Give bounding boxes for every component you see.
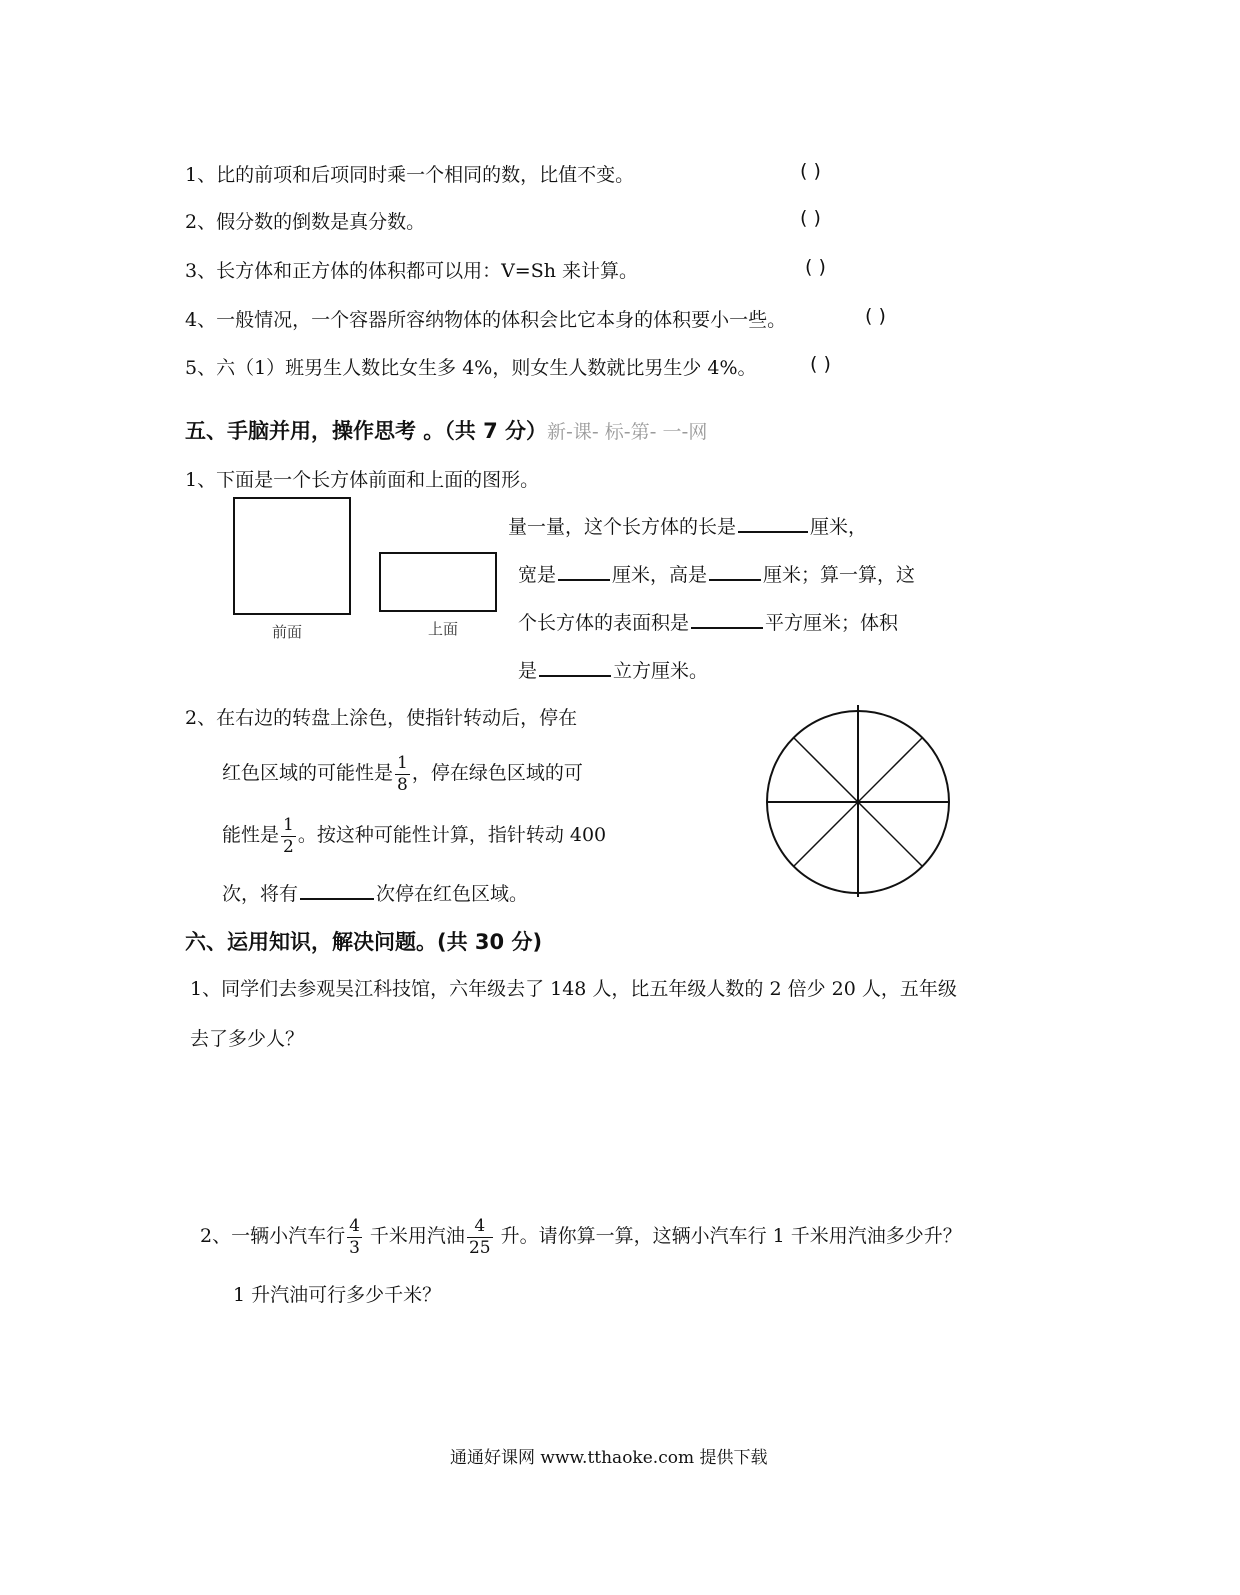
text: 平方厘米；体积 bbox=[765, 612, 899, 634]
section-5-heading bbox=[185, 415, 707, 445]
judge-item-1 bbox=[185, 160, 634, 187]
q6-2-line1 bbox=[200, 1208, 962, 1264]
q5-1-prompt: 1、下面是一个长方体前面和上面的图形。 bbox=[185, 469, 540, 491]
judge-item-5 bbox=[185, 353, 757, 380]
height-blank[interactable] bbox=[709, 560, 761, 581]
front-face-caption: 前面 bbox=[272, 623, 303, 641]
fraction-four-thirds bbox=[347, 1215, 362, 1258]
judge-item-3 bbox=[185, 256, 638, 283]
judge-item-2 bbox=[185, 207, 425, 234]
text: 个长方体的表面积是 bbox=[518, 612, 690, 634]
width-blank[interactable] bbox=[558, 560, 610, 581]
answer-paren[interactable]: ( ) bbox=[800, 160, 821, 182]
fraction-one-half bbox=[281, 814, 296, 857]
text: 次，将有 bbox=[222, 883, 299, 905]
numerator: 1 bbox=[397, 752, 408, 773]
surface-area-blank[interactable] bbox=[691, 608, 763, 629]
answer-paren[interactable]: ( ) bbox=[810, 353, 831, 375]
judge-item-text: 1、比的前项和后项同时乘一个相同的数，比值不变。 bbox=[185, 164, 635, 186]
q5-1-line4 bbox=[518, 656, 708, 683]
numerator: 4 bbox=[467, 1218, 493, 1238]
text: 千米用汽油 bbox=[369, 1225, 465, 1247]
text: 是 bbox=[518, 660, 538, 682]
text: 2、一辆小汽车行 bbox=[200, 1225, 346, 1247]
q6-1-line2: 去了多少人？ bbox=[190, 1028, 305, 1050]
q5-2-line2 bbox=[222, 748, 583, 798]
q6-2-line2: 1 升汽油可行多少千米？ bbox=[233, 1284, 442, 1306]
footer-source: 通通好课网 www.tthaoke.com 提供下载 bbox=[450, 1448, 768, 1468]
text: 能性是 bbox=[222, 824, 280, 846]
text: 升。请你算一算，这辆小汽车行 1 千米用汽油多少升？ bbox=[500, 1225, 962, 1247]
answer-paren[interactable]: ( ) bbox=[865, 305, 886, 327]
volume-blank[interactable] bbox=[539, 656, 611, 677]
numerator: 4 bbox=[349, 1215, 360, 1236]
text: 立方厘米。 bbox=[613, 660, 709, 682]
answer-paren[interactable]: ( ) bbox=[805, 256, 826, 278]
watermark-text: 新-课- 标-第- 一-网 bbox=[547, 421, 708, 443]
text: 厘米，高是 bbox=[612, 564, 708, 586]
judge-item-text: 4、一般情况，一个容器所容纳物体的体积会比它本身的体积要小一些。 bbox=[185, 309, 787, 331]
text: 厘米；算一算，这 bbox=[763, 564, 916, 586]
fraction-four-twentyfifths bbox=[467, 1215, 493, 1258]
top-face-rectangle bbox=[379, 552, 497, 612]
section-6-heading: 六、运用知识，解决问题。(共 30 分) bbox=[185, 930, 543, 954]
numerator: 1 bbox=[283, 814, 294, 835]
denominator: 25 bbox=[468, 1237, 491, 1258]
text: 量一量，这个长方体的长是 bbox=[508, 516, 737, 538]
q6-1-line1: 1、同学们去参观吴江科技馆，六年级去了 148 人，比五年级人数的 2 倍少 20 人，五年级 bbox=[190, 978, 957, 1000]
q5-2-line1: 2、在右边的转盘上涂色，使指针转动后，停在 bbox=[185, 707, 578, 729]
judge-item-text: 2、假分数的倒数是真分数。 bbox=[185, 211, 426, 233]
judge-item-text: 3、长方体和正方体的体积都可以用：V=Sh 来计算。 bbox=[185, 260, 639, 282]
fraction-one-eighth bbox=[395, 752, 410, 795]
answer-paren[interactable]: ( ) bbox=[800, 207, 821, 229]
text: 红色区域的可能性是 bbox=[222, 762, 394, 784]
denominator: 2 bbox=[283, 836, 294, 857]
denominator: 3 bbox=[349, 1237, 360, 1258]
text: 厘米， bbox=[810, 516, 868, 538]
red-count-blank[interactable] bbox=[300, 879, 374, 900]
text: 宽是 bbox=[518, 564, 557, 586]
spinner-wheel bbox=[760, 705, 960, 905]
q5-2-line3 bbox=[222, 810, 606, 860]
length-blank[interactable] bbox=[738, 512, 808, 533]
judge-item-4 bbox=[185, 305, 786, 332]
text: ，停在绿色区域的可 bbox=[411, 762, 583, 784]
text: 次停在红色区域。 bbox=[376, 883, 529, 905]
text: 。按这种可能性计算，指针转动 400 bbox=[297, 824, 607, 846]
q5-1-line2 bbox=[518, 560, 915, 587]
q5-2-line4 bbox=[222, 879, 528, 906]
section-5-title: 五、手脑并用，操作思考 。（共 7 分） bbox=[185, 419, 548, 443]
q5-1-line3 bbox=[518, 608, 898, 635]
q5-1-line1 bbox=[508, 512, 867, 539]
top-face-caption: 上面 bbox=[428, 620, 459, 638]
front-face-square bbox=[233, 497, 351, 615]
denominator: 8 bbox=[397, 774, 408, 795]
judge-item-text: 5、六（1）班男生人数比女生多 4%，则女生人数就比男生少 4%。 bbox=[185, 357, 757, 379]
